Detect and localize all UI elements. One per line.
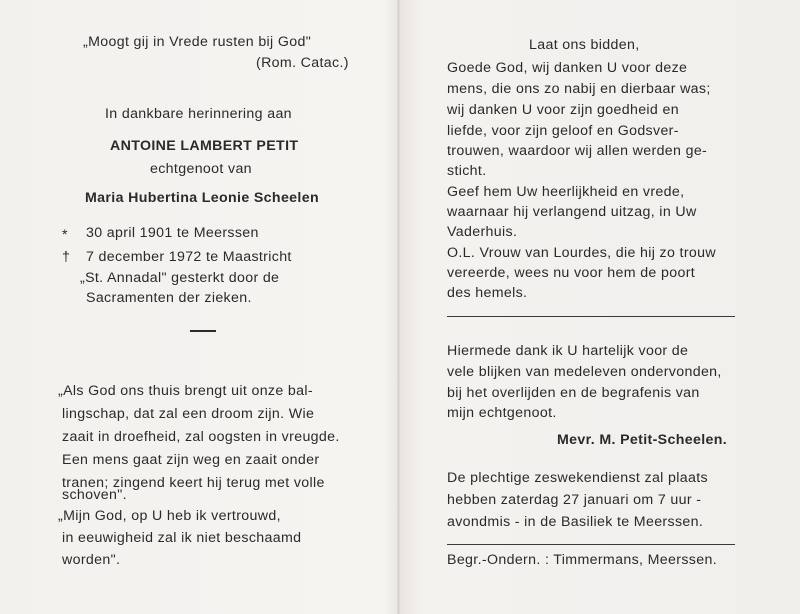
prayer-line: mens, die ons zo nabij en dierbaar was; bbox=[447, 81, 711, 97]
prayer-line: liefde, voor zijn geloof en Godsver- bbox=[447, 123, 679, 139]
verse-line: worden". bbox=[62, 552, 121, 568]
relation-text: echtgenoot van bbox=[150, 161, 252, 177]
thanks-line: mijn echtgenoot. bbox=[447, 405, 557, 421]
verse-line: lingschap, dat zal een droom zijn. Wie bbox=[62, 406, 315, 422]
prayer-line: sticht. bbox=[447, 163, 487, 179]
service-line: hebben zaterdag 27 januari om 7 uur - bbox=[447, 492, 702, 508]
thanks-line: Hiermede dank ik U hartelijk voor de bbox=[447, 343, 689, 359]
prayer-line: Goede God, wij danken U voor deze bbox=[447, 60, 688, 76]
opening-quote: „Moogt gij in Vrede rusten bij God" bbox=[83, 34, 312, 50]
verse-line: zaait in droefheid, zal oogsten in vreugde. bbox=[62, 429, 340, 445]
service-line: De plechtige zeswekendienst zal plaats bbox=[447, 470, 708, 486]
divider bbox=[447, 544, 735, 545]
verse-line: Een mens gaat zijn weg en zaait onder bbox=[62, 452, 320, 468]
prayer-line: Vaderhuis. bbox=[447, 224, 518, 240]
prayer-title: Laat ons bidden, bbox=[529, 37, 640, 53]
verse-line: „Als God ons thuis brengt uit onze bal- bbox=[58, 383, 313, 399]
death-date: 7 december 1972 te Maastricht bbox=[86, 249, 292, 265]
quote-source: (Rom. Catac.) bbox=[256, 55, 349, 71]
spouse-name: Maria Hubertina Leonie Scheelen bbox=[85, 190, 319, 206]
prayer-line: des hemels. bbox=[447, 285, 528, 301]
verse-line: tranen; zingend keert hij terug met volle bbox=[62, 475, 325, 491]
divider bbox=[447, 316, 735, 317]
prayer-line: trouwen, waardoor wij allen werden ge- bbox=[447, 143, 708, 159]
thanks-line: vele blijken van medeleven ondervonden, bbox=[447, 364, 722, 380]
signature: Mevr. M. Petit-Scheelen. bbox=[557, 432, 728, 448]
death-symbol: † bbox=[62, 249, 71, 265]
prayer-line: O.L. Vrouw van Lourdes, die hij zo trouw bbox=[447, 245, 716, 261]
dedication-intro: In dankbare herinnering aan bbox=[105, 106, 292, 122]
verse-line: schoven". bbox=[62, 487, 127, 503]
prayer-line: vereerde, wees nu voor hem de poort bbox=[447, 265, 696, 281]
death-sacraments: Sacramenten der zieken. bbox=[86, 290, 252, 306]
service-line: avondmis - in de Basiliek te Meerssen. bbox=[447, 514, 704, 530]
section-dash bbox=[190, 330, 216, 332]
prayer-line: waarnaar hij verlangend uitzag, in Uw bbox=[447, 204, 697, 220]
verse-line: in eeuwigheid zal ik niet beschaamd bbox=[62, 530, 302, 546]
prayer-line: Geef hem Uw heerlijkheid en vrede, bbox=[447, 184, 685, 200]
thanks-line: bij het overlijden en de begrafenis van bbox=[447, 385, 700, 401]
birth-symbol: * bbox=[62, 227, 68, 243]
birth-date: 30 april 1901 te Meerssen bbox=[86, 225, 259, 241]
deceased-name: ANTOINE LAMBERT PETIT bbox=[110, 138, 299, 154]
verse-line: „Mijn God, op U heb ik vertrouwd, bbox=[58, 508, 281, 524]
undertaker: Begr.-Ondern. : Timmermans, Meerssen. bbox=[447, 552, 717, 568]
death-place: „St. Annadal" gesterkt door de bbox=[80, 270, 280, 286]
prayer-line: wij danken U voor zijn goedheid en bbox=[447, 102, 679, 118]
card-fold bbox=[397, 0, 400, 614]
